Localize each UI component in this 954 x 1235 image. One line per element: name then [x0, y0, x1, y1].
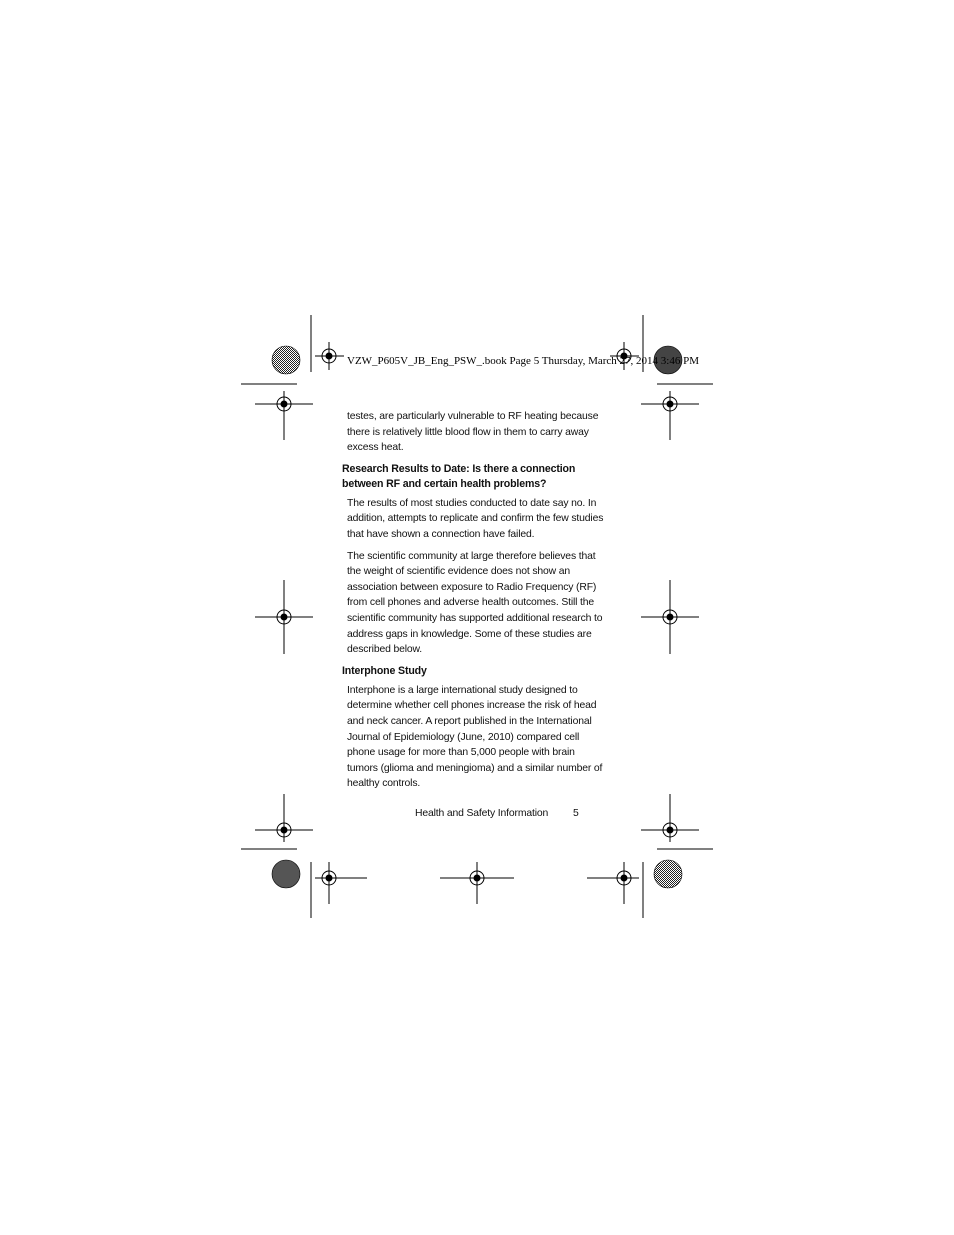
- heading-interphone-study: Interphone Study: [342, 664, 427, 677]
- page-body: [342, 409, 608, 798]
- heading-research-results: Research Results to Date: Is there a connection between RF and certain health problems?: [342, 462, 576, 490]
- registration-mark-icon: [440, 862, 514, 904]
- print-slug: VZW_P605V_JB_Eng_PSW_.book Page 5 Thursday, March 27, 2014 3:46 PM: [347, 355, 699, 367]
- paragraph-scientific-community: The scientific community at large therefore believes that the weight of scientific evidence does not show an association between exposure to Radio Frequency (RF) from cell phones and adverse health outcomes. Still the scientific community has supported additional research to address gaps in knowledge. Some of these studies are described below.: [347, 550, 603, 656]
- registration-mark-icon: [315, 862, 367, 904]
- registration-mark-icon: [587, 862, 639, 904]
- starburst-target-icon: [654, 860, 682, 888]
- registration-mark-icon: [255, 794, 313, 842]
- starburst-target-icon: [272, 346, 300, 374]
- registration-mark-icon: [641, 391, 699, 440]
- paragraph-results: The results of most studies conducted to date say no. In addition, attempts to replicate and confirm the few studies that have shown a connection have failed.: [347, 497, 604, 540]
- registration-mark-icon: [315, 342, 344, 370]
- paragraph-interphone: Interphone is a large international study designed to determine whether cell phones increase the risk of head and neck cancer. A report published in the International Journal of Epidemiology (June, 2010) compared cell phone usage for more than 5,000 people with brain tumors (glioma and meningioma) and a similar number of healthy controls.: [347, 684, 603, 790]
- starburst-target-icon: [272, 860, 300, 888]
- paragraph-testes: testes, are particularly vulnerable to RF heating because there is relatively little blood flow in them to carry away excess heat.: [347, 411, 599, 454]
- registration-mark-icon: [255, 580, 313, 654]
- registration-mark-icon: [255, 391, 313, 440]
- footer-page-number: 5: [573, 808, 579, 819]
- footer-section-title: Health and Safety Information: [415, 808, 549, 819]
- registration-mark-icon: [641, 580, 699, 654]
- registration-mark-icon: [641, 794, 699, 842]
